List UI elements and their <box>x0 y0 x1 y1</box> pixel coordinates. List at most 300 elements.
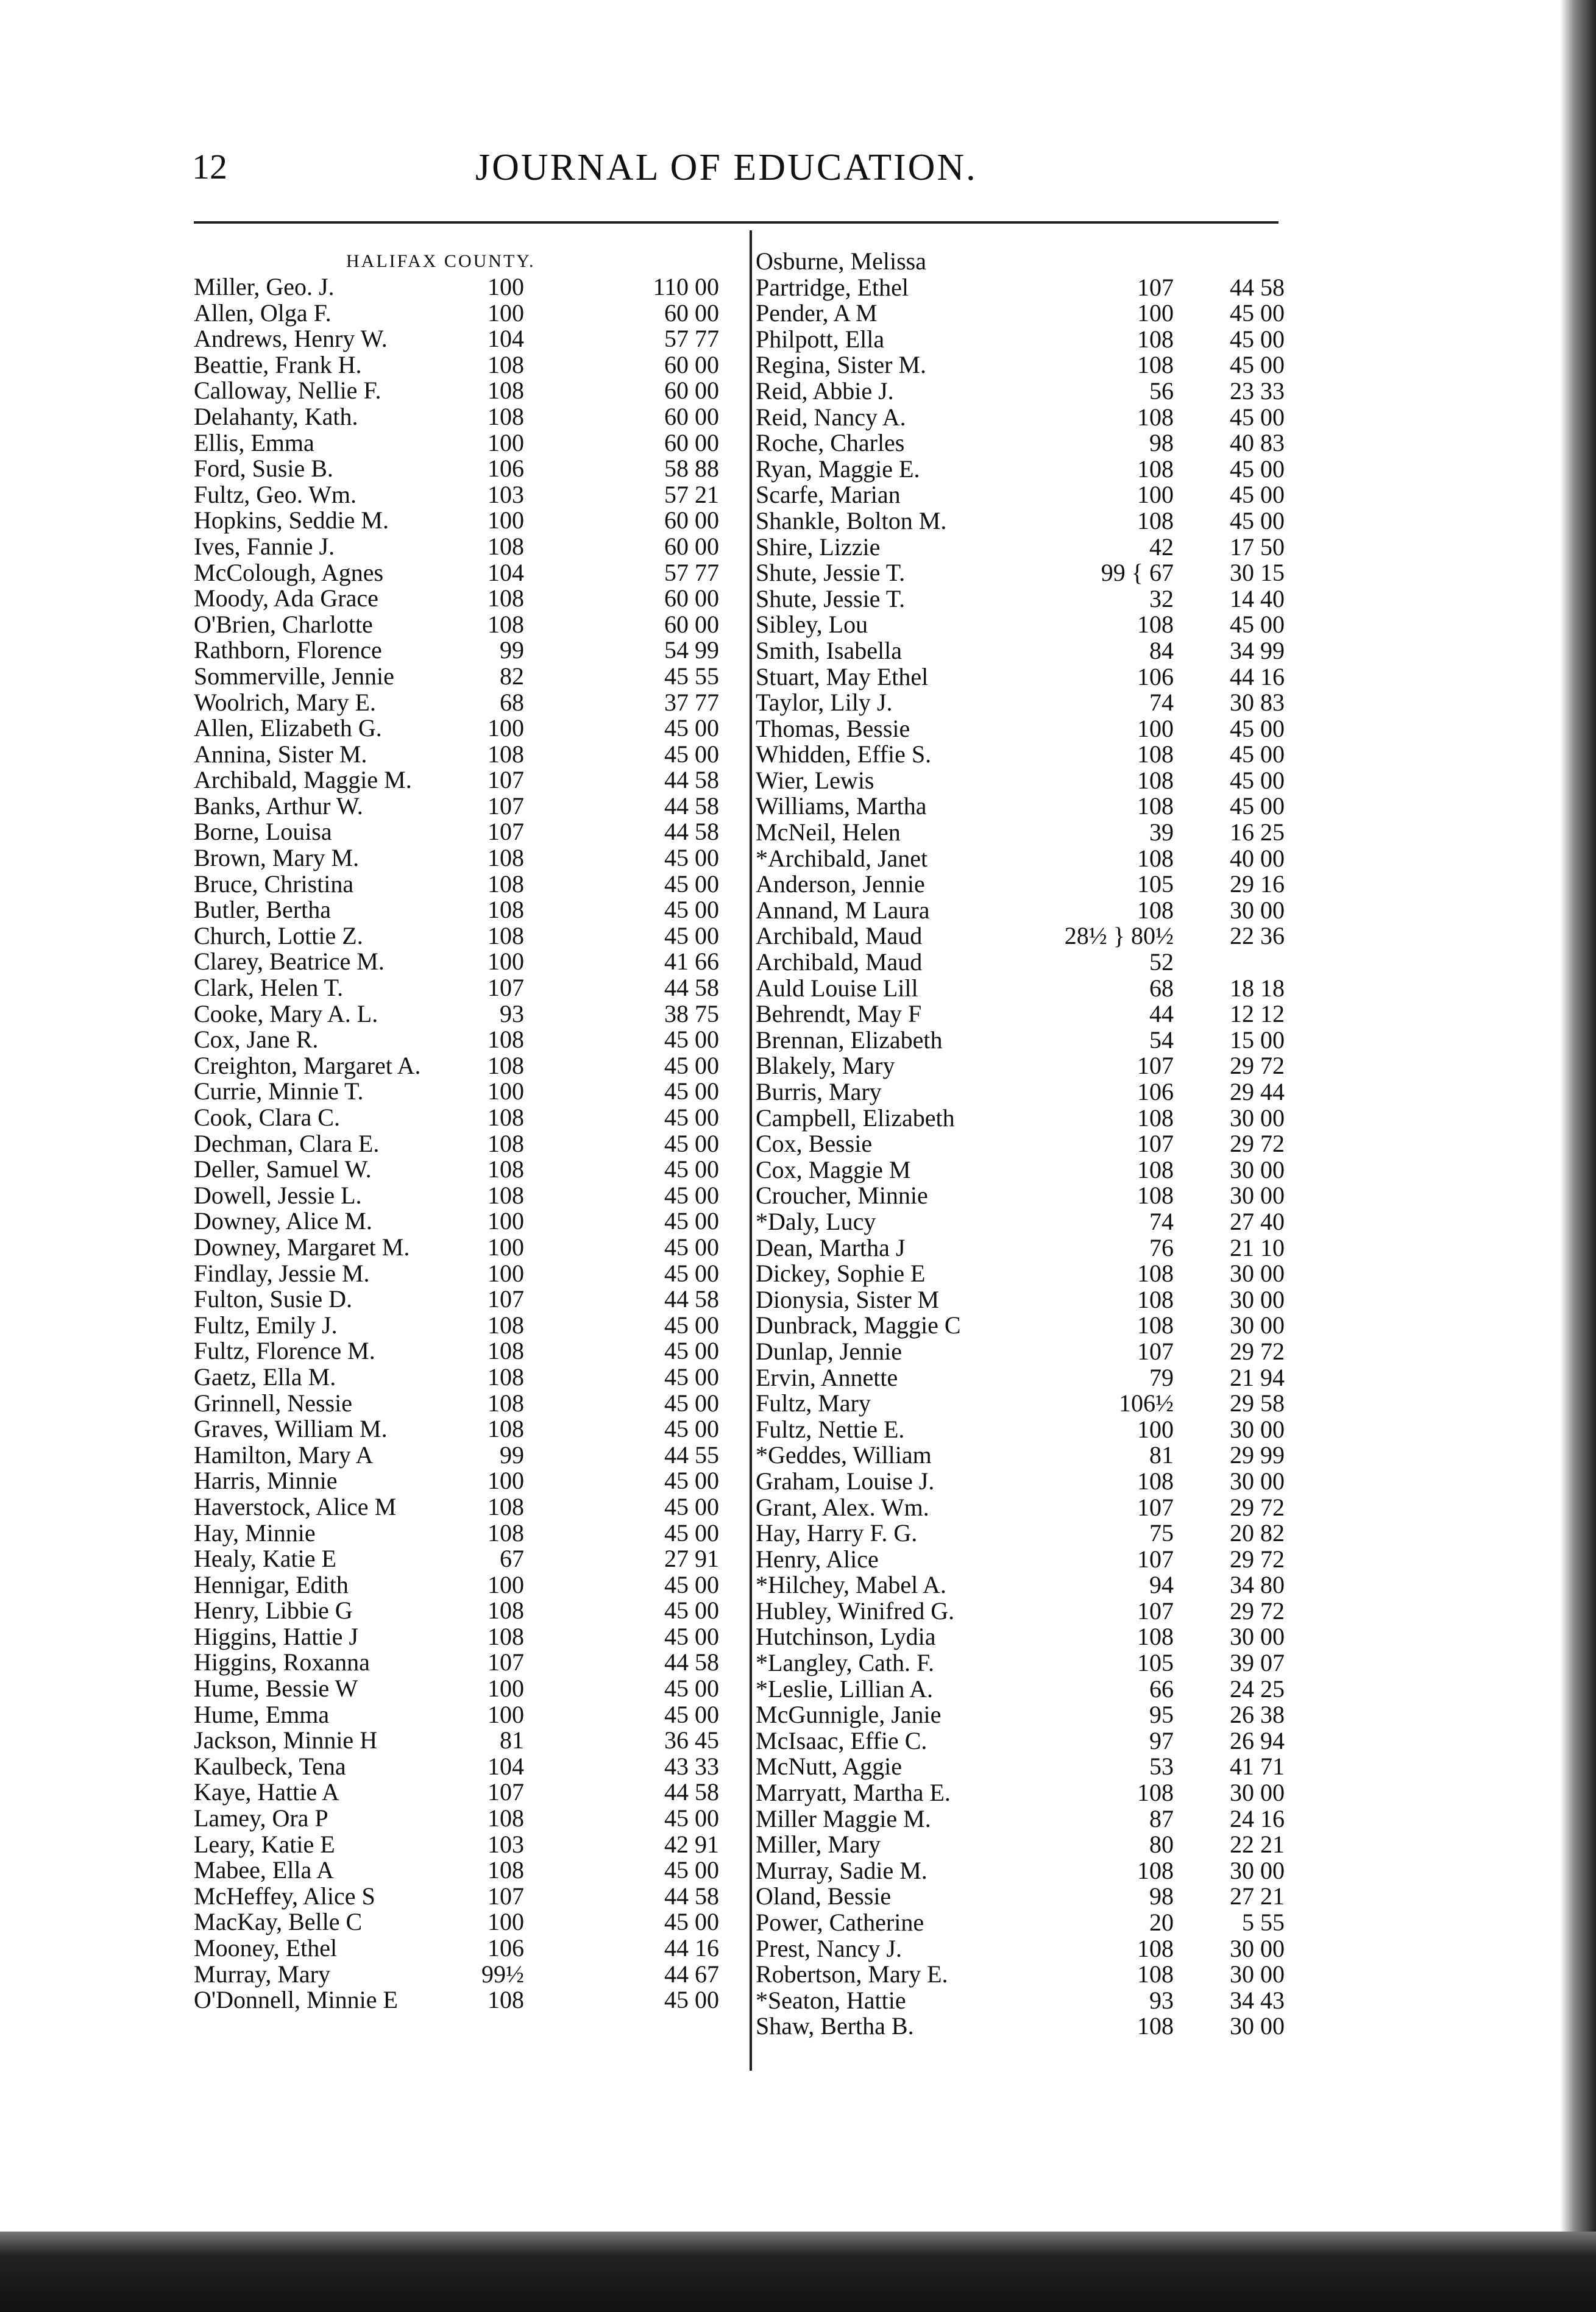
name-cell: Deller, Samuel W. <box>194 1155 372 1183</box>
days-cell: 39 <box>1149 818 1174 846</box>
amount-cell: 40 83 <box>1230 429 1285 457</box>
amount-cell: 29 99 <box>1230 1441 1285 1469</box>
table-row <box>756 1442 1292 1469</box>
name-cell: Murray, Sadie M. <box>756 1856 927 1884</box>
amount-cell: 45 00 <box>664 740 719 768</box>
amount-cell: 29 72 <box>1230 1052 1285 1080</box>
section-heading: HALIFAX COUNTY. <box>346 251 536 271</box>
name-cell: Hume, Emma <box>194 1700 330 1728</box>
amount-cell: 45 00 <box>664 1597 719 1625</box>
scan-edge-shadow <box>1560 0 1596 2232</box>
days-cell: 66 <box>1149 1675 1174 1703</box>
amount-cell: 45 00 <box>664 1908 719 1936</box>
days-cell: 108 <box>488 377 524 405</box>
days-cell: 84 <box>1149 636 1174 664</box>
name-cell: Cox, Maggie M <box>756 1155 911 1183</box>
table-row <box>756 923 1292 949</box>
amount-cell: 24 25 <box>1230 1675 1285 1703</box>
name-cell: Hopkins, Seddie M. <box>194 506 389 534</box>
column-divider <box>750 230 752 2071</box>
table-row <box>194 1546 742 1572</box>
amount-cell: 29 72 <box>1230 1597 1285 1625</box>
name-cell: Creighton, Margaret A. <box>194 1051 421 1079</box>
days-cell: 98 <box>1149 1882 1174 1910</box>
amount-cell: 15 00 <box>1230 1026 1285 1054</box>
table-row <box>756 534 1292 561</box>
name-cell: Borne, Louisa <box>194 818 332 846</box>
days-cell: 79 <box>1149 1363 1174 1391</box>
days-cell: 108 <box>488 844 524 872</box>
name-cell: McHeffey, Alice S <box>194 1882 375 1910</box>
days-cell: 108 <box>1137 1623 1174 1651</box>
days-cell: 108 <box>1137 1285 1174 1313</box>
table-row <box>194 1650 742 1676</box>
amount-cell: 30 00 <box>1230 1623 1285 1651</box>
days-cell: 100 <box>1137 481 1174 509</box>
days-cell: 108 <box>488 584 524 612</box>
days-cell: 107 <box>1137 273 1174 301</box>
name-cell: Miller, Geo. J. <box>194 273 335 300</box>
table-row <box>756 1261 1292 1287</box>
name-cell: Cox, Bessie <box>756 1130 873 1158</box>
amount-cell: 30 00 <box>1230 1960 1285 1988</box>
table-row <box>756 1079 1292 1105</box>
table-row <box>194 1105 742 1131</box>
days-cell: 108 <box>1137 1155 1174 1183</box>
table-row <box>194 949 742 975</box>
name-cell: Graves, William M. <box>194 1415 388 1443</box>
table-row <box>756 664 1292 690</box>
amount-cell: 57 77 <box>664 325 719 353</box>
amount-cell: 22 21 <box>1230 1831 1285 1859</box>
name-cell: Higgins, Hattie J <box>194 1622 358 1650</box>
left-row-list <box>194 274 742 2013</box>
table-row <box>756 405 1292 431</box>
table-row <box>756 1728 1292 1754</box>
days-cell: 108 <box>1137 351 1174 379</box>
table-row <box>756 1520 1292 1547</box>
name-cell: Sommerville, Jennie <box>194 662 394 690</box>
amount-cell: 45 00 <box>1230 299 1285 327</box>
table-row <box>756 1780 1292 1806</box>
days-cell: 100 <box>488 1467 524 1495</box>
days-cell: 74 <box>1149 689 1174 717</box>
amount-cell: 26 94 <box>1230 1726 1285 1754</box>
amount-cell: 27 21 <box>1230 1882 1285 1910</box>
table-row <box>756 1339 1292 1365</box>
amount-cell: 30 00 <box>1230 1155 1285 1183</box>
table-row <box>194 1728 742 1754</box>
name-cell: Dickey, Sophie E <box>756 1260 926 1288</box>
name-cell: Roche, Charles <box>756 429 905 457</box>
amount-cell: 18 18 <box>1230 974 1285 1002</box>
amount-cell: 40 00 <box>1230 844 1285 872</box>
amount-cell: 17 50 <box>1230 533 1285 561</box>
table-row <box>194 300 742 327</box>
days-cell: 100 <box>488 299 524 327</box>
days-cell: 108 <box>488 1986 524 2014</box>
table-row <box>756 352 1292 378</box>
amount-cell: 60 00 <box>664 610 719 638</box>
days-cell: 100 <box>488 1233 524 1261</box>
amount-cell: 44 16 <box>664 1934 719 1962</box>
table-row <box>756 612 1292 638</box>
days-cell: 103 <box>488 480 524 508</box>
days-cell: 52 <box>1149 948 1174 976</box>
amount-cell: 45 00 <box>1230 481 1285 509</box>
table-row <box>194 1442 742 1469</box>
amount-cell: 60 00 <box>664 506 719 534</box>
amount-cell: 37 77 <box>664 688 719 716</box>
table-row <box>194 1027 742 1053</box>
amount-cell: 45 00 <box>664 1181 719 1209</box>
table-row <box>194 1806 742 1832</box>
amount-cell: 14 40 <box>1230 584 1285 612</box>
amount-cell: 45 00 <box>664 1804 719 1832</box>
table-row <box>756 1313 1292 1339</box>
amount-cell: 44 55 <box>664 1441 719 1469</box>
table-row <box>756 1624 1292 1650</box>
name-cell: Fultz, Emily J. <box>194 1311 338 1339</box>
name-cell: Dechman, Clara E. <box>194 1129 380 1157</box>
name-cell: Partridge, Ethel <box>756 273 909 301</box>
table-row <box>194 1131 742 1157</box>
name-cell: Henry, Libbie G <box>194 1597 353 1625</box>
days-cell: 107 <box>1137 1597 1174 1625</box>
days-cell: 108 <box>488 1051 524 1079</box>
days-cell: 28½ } 80½ <box>1064 922 1174 950</box>
days-cell: 108 <box>1137 766 1174 794</box>
table-row <box>756 949 1292 976</box>
table-row <box>756 508 1292 534</box>
scan-bottom-shadow <box>0 2232 1596 2312</box>
table-row <box>756 1053 1292 1079</box>
table-row <box>194 274 742 300</box>
days-cell: 108 <box>488 1104 524 1131</box>
days-cell: 108 <box>1137 403 1174 431</box>
table-row <box>194 690 742 716</box>
days-cell: 108 <box>1137 1467 1174 1495</box>
amount-cell: 57 21 <box>664 480 719 508</box>
days-cell: 108 <box>1137 455 1174 483</box>
days-cell: 108 <box>1137 896 1174 924</box>
name-cell: Williams, Martha <box>756 792 927 820</box>
name-cell: O'Brien, Charlotte <box>194 610 373 638</box>
days-cell: 99 { 67 <box>1101 559 1174 587</box>
name-cell: Downey, Margaret M. <box>194 1233 410 1261</box>
amount-cell: 45 00 <box>664 1051 719 1079</box>
days-cell: 108 <box>488 896 524 924</box>
amount-cell: 60 00 <box>664 299 719 327</box>
name-cell: *Archibald, Janet <box>756 844 928 872</box>
table-row <box>756 690 1292 716</box>
name-cell: Banks, Arthur W. <box>194 792 363 820</box>
name-cell: Regina, Sister M. <box>756 351 926 379</box>
name-cell: Shaw, Bertha B. <box>756 2012 914 2040</box>
table-row <box>194 1857 742 1884</box>
name-cell: Croucher, Minnie <box>756 1182 928 1210</box>
name-cell: Fultz, Florence M. <box>194 1337 375 1365</box>
days-cell: 106 <box>488 455 524 483</box>
table-row <box>756 1235 1292 1261</box>
table-row <box>756 327 1292 353</box>
days-cell: 108 <box>1137 1960 1174 1988</box>
amount-cell: 30 00 <box>1230 1856 1285 1884</box>
name-cell: Stuart, May Ethel <box>756 662 929 690</box>
days-cell: 108 <box>1137 1182 1174 1210</box>
days-cell: 107 <box>1137 1493 1174 1521</box>
table-row <box>194 612 742 638</box>
amount-cell: 60 00 <box>664 584 719 612</box>
table-row <box>756 1650 1292 1676</box>
name-cell: Prest, Nancy J. <box>756 1934 902 1962</box>
name-cell: Currie, Minnie T. <box>194 1077 364 1105</box>
name-cell: Kaulbeck, Tena <box>194 1752 346 1780</box>
name-cell: Wier, Lewis <box>756 766 874 794</box>
table-row <box>194 793 742 820</box>
table-row <box>194 430 742 456</box>
days-cell: 32 <box>1149 584 1174 612</box>
table-row <box>194 1935 742 1962</box>
table-row <box>194 482 742 508</box>
amount-cell: 45 00 <box>664 1856 719 1884</box>
days-cell: 108 <box>1137 740 1174 768</box>
name-cell: *Hilchey, Mabel A. <box>756 1571 946 1599</box>
days-cell: 108 <box>488 1026 524 1054</box>
name-cell: Annina, Sister M. <box>194 740 367 768</box>
days-cell: 106½ <box>1119 1389 1174 1417</box>
days-cell: 20 <box>1149 1909 1174 1936</box>
name-cell: Haverstock, Alice M <box>194 1492 397 1520</box>
days-cell: 108 <box>1137 2012 1174 2040</box>
table-row <box>756 716 1292 742</box>
name-cell: O'Donnell, Minnie E <box>194 1986 398 2014</box>
name-cell: *Leslie, Lillian A. <box>756 1675 934 1703</box>
days-cell: 94 <box>1149 1571 1174 1599</box>
table-row <box>756 1832 1292 1858</box>
amount-cell: 57 77 <box>664 558 719 586</box>
days-cell: 100 <box>488 1259 524 1287</box>
days-cell: 100 <box>488 1207 524 1235</box>
table-row <box>194 1468 742 1494</box>
days-cell: 107 <box>488 1648 524 1676</box>
amount-cell: 44 58 <box>664 974 719 1002</box>
amount-cell: 44 16 <box>1230 662 1285 690</box>
amount-cell: 45 00 <box>664 1026 719 1054</box>
name-cell: Woolrich, Mary E. <box>194 688 376 716</box>
days-cell: 108 <box>1137 325 1174 353</box>
name-cell: Fultz, Geo. Wm. <box>194 480 357 508</box>
table-row <box>756 1754 1292 1780</box>
table-row <box>194 560 742 586</box>
table-row <box>756 1806 1292 1832</box>
days-cell: 108 <box>1137 506 1174 534</box>
name-cell: Power, Catherine <box>756 1909 924 1936</box>
table-row <box>756 1495 1292 1521</box>
table-row <box>756 1910 1292 1936</box>
days-cell: 108 <box>488 1181 524 1209</box>
days-cell: 53 <box>1149 1753 1174 1781</box>
amount-cell: 45 00 <box>664 1570 719 1598</box>
name-cell: Pender, A M <box>756 299 878 327</box>
name-cell: Burris, Mary <box>756 1078 882 1105</box>
name-cell: Healy, Katie E <box>194 1545 336 1573</box>
table-row <box>194 1832 742 1858</box>
name-cell: Ryan, Maggie E. <box>756 455 920 483</box>
table-row <box>756 456 1292 483</box>
name-cell: Harris, Minnie <box>194 1467 338 1495</box>
name-cell: McNeil, Helen <box>756 818 901 846</box>
days-cell: 105 <box>1137 1649 1174 1677</box>
name-cell: Downey, Alice M. <box>194 1207 372 1235</box>
days-cell: 108 <box>488 1804 524 1832</box>
days-cell: 99 <box>500 1441 524 1469</box>
table-row <box>194 1754 742 1780</box>
name-cell: *Geddes, William <box>756 1441 932 1469</box>
table-row <box>194 1520 742 1547</box>
table-row <box>756 820 1292 846</box>
days-cell: 104 <box>488 325 524 353</box>
name-cell: Dowell, Jessie L. <box>194 1181 362 1209</box>
name-cell: Osburne, Melissa <box>756 247 926 275</box>
table-row <box>756 1469 1292 1495</box>
days-cell: 103 <box>488 1830 524 1858</box>
table-row <box>756 638 1292 664</box>
amount-cell: 30 00 <box>1230 2012 1285 2040</box>
days-cell: 98 <box>1149 429 1174 457</box>
table-row <box>756 1858 1292 1884</box>
table-row <box>194 871 742 898</box>
days-cell: 107 <box>1137 1130 1174 1158</box>
name-cell: Robertson, Mary E. <box>756 1960 948 1988</box>
table-row <box>756 1702 1292 1728</box>
table-row <box>194 1183 742 1209</box>
amount-cell: 45 00 <box>664 1519 719 1547</box>
table-row <box>194 1208 742 1235</box>
days-cell: 108 <box>488 1415 524 1443</box>
name-cell: Shute, Jessie T. <box>756 584 906 612</box>
table-row <box>194 664 742 690</box>
days-cell: 108 <box>488 921 524 949</box>
amount-cell: 45 00 <box>1230 714 1285 742</box>
name-cell: Church, Lottie Z. <box>194 921 363 949</box>
amount-cell: 29 72 <box>1230 1545 1285 1573</box>
name-cell: Allen, Olga F. <box>194 299 332 327</box>
days-cell: 108 <box>488 402 524 430</box>
name-cell: Oland, Bessie <box>756 1882 892 1910</box>
table-row <box>756 560 1292 586</box>
name-cell: Beattie, Frank H. <box>194 350 362 378</box>
amount-cell: 45 00 <box>664 1675 719 1703</box>
days-cell: 108 <box>488 610 524 638</box>
table-row <box>194 1962 742 1988</box>
table-row <box>756 768 1292 794</box>
table-row <box>194 1157 742 1183</box>
table-row <box>194 456 742 482</box>
table-row <box>756 742 1292 768</box>
table-row <box>194 1235 742 1261</box>
table-row <box>194 1053 742 1079</box>
amount-cell: 45 00 <box>664 1311 719 1339</box>
amount-cell: 44 58 <box>664 792 719 820</box>
amount-cell: 29 44 <box>1230 1078 1285 1105</box>
days-cell: 74 <box>1149 1207 1174 1235</box>
name-cell: Brennan, Elizabeth <box>756 1026 943 1054</box>
table-row <box>194 508 742 534</box>
name-cell: Butler, Bertha <box>194 896 331 924</box>
name-cell: Campbell, Elizabeth <box>756 1104 955 1132</box>
days-cell: 107 <box>488 792 524 820</box>
amount-cell: 30 00 <box>1230 1415 1285 1443</box>
days-cell: 100 <box>488 1675 524 1703</box>
amount-cell: 30 00 <box>1230 1182 1285 1210</box>
name-cell: Jackson, Minnie H <box>194 1726 378 1754</box>
amount-cell: 45 00 <box>1230 792 1285 820</box>
name-cell: Miller Maggie M. <box>756 1804 931 1832</box>
days-cell: 108 <box>1137 792 1174 820</box>
name-cell: Rathborn, Florence <box>194 636 382 664</box>
days-cell: 108 <box>1137 1779 1174 1807</box>
table-row <box>756 793 1292 820</box>
amount-cell: 30 00 <box>1230 1285 1285 1313</box>
table-row <box>194 897 742 923</box>
name-cell: Hubley, Winifred G. <box>756 1597 955 1625</box>
amount-cell: 45 00 <box>664 1363 719 1391</box>
table-row <box>756 482 1292 508</box>
amount-cell: 30 00 <box>1230 1104 1285 1132</box>
amount-cell: 30 00 <box>1230 1467 1285 1495</box>
table-row <box>194 1676 742 1702</box>
name-cell: Clark, Helen T. <box>194 974 344 1002</box>
name-cell: Mabee, Ella A <box>194 1856 334 1884</box>
table-row <box>756 846 1292 872</box>
table-row <box>194 352 742 378</box>
amount-cell: 34 43 <box>1230 1986 1285 2014</box>
amount-cell: 45 00 <box>664 921 719 949</box>
table-row <box>756 976 1292 1002</box>
days-cell: 100 <box>488 714 524 742</box>
name-cell: Ford, Susie B. <box>194 455 333 483</box>
table-row <box>194 326 742 352</box>
name-cell: Gaetz, Ella M. <box>194 1363 336 1391</box>
days-cell: 108 <box>488 1622 524 1650</box>
amount-cell: 60 00 <box>664 377 719 405</box>
days-cell: 108 <box>488 1492 524 1520</box>
table-row <box>194 1286 742 1313</box>
amount-cell: 42 91 <box>664 1830 719 1858</box>
name-cell: Hay, Minnie <box>194 1519 316 1547</box>
days-cell: 100 <box>488 1700 524 1728</box>
table-row <box>756 430 1292 456</box>
table-row <box>756 1209 1292 1235</box>
days-cell: 108 <box>1137 611 1174 639</box>
days-cell: 107 <box>488 1882 524 1910</box>
days-cell: 107 <box>488 1285 524 1313</box>
amount-cell: 45 00 <box>664 714 719 742</box>
amount-cell: 44 58 <box>664 1285 719 1313</box>
amount-cell: 45 00 <box>664 1077 719 1105</box>
days-cell: 108 <box>488 1129 524 1157</box>
table-row <box>756 1884 1292 1910</box>
days-cell: 100 <box>488 428 524 456</box>
name-cell: McIsaac, Effie C. <box>756 1726 927 1754</box>
table-row <box>194 637 742 664</box>
amount-cell: 27 91 <box>664 1545 719 1573</box>
amount-cell: 30 00 <box>1230 1311 1285 1339</box>
table-row <box>756 249 1292 275</box>
amount-cell: 21 10 <box>1230 1233 1285 1261</box>
name-cell: Findlay, Jessie M. <box>194 1259 370 1287</box>
